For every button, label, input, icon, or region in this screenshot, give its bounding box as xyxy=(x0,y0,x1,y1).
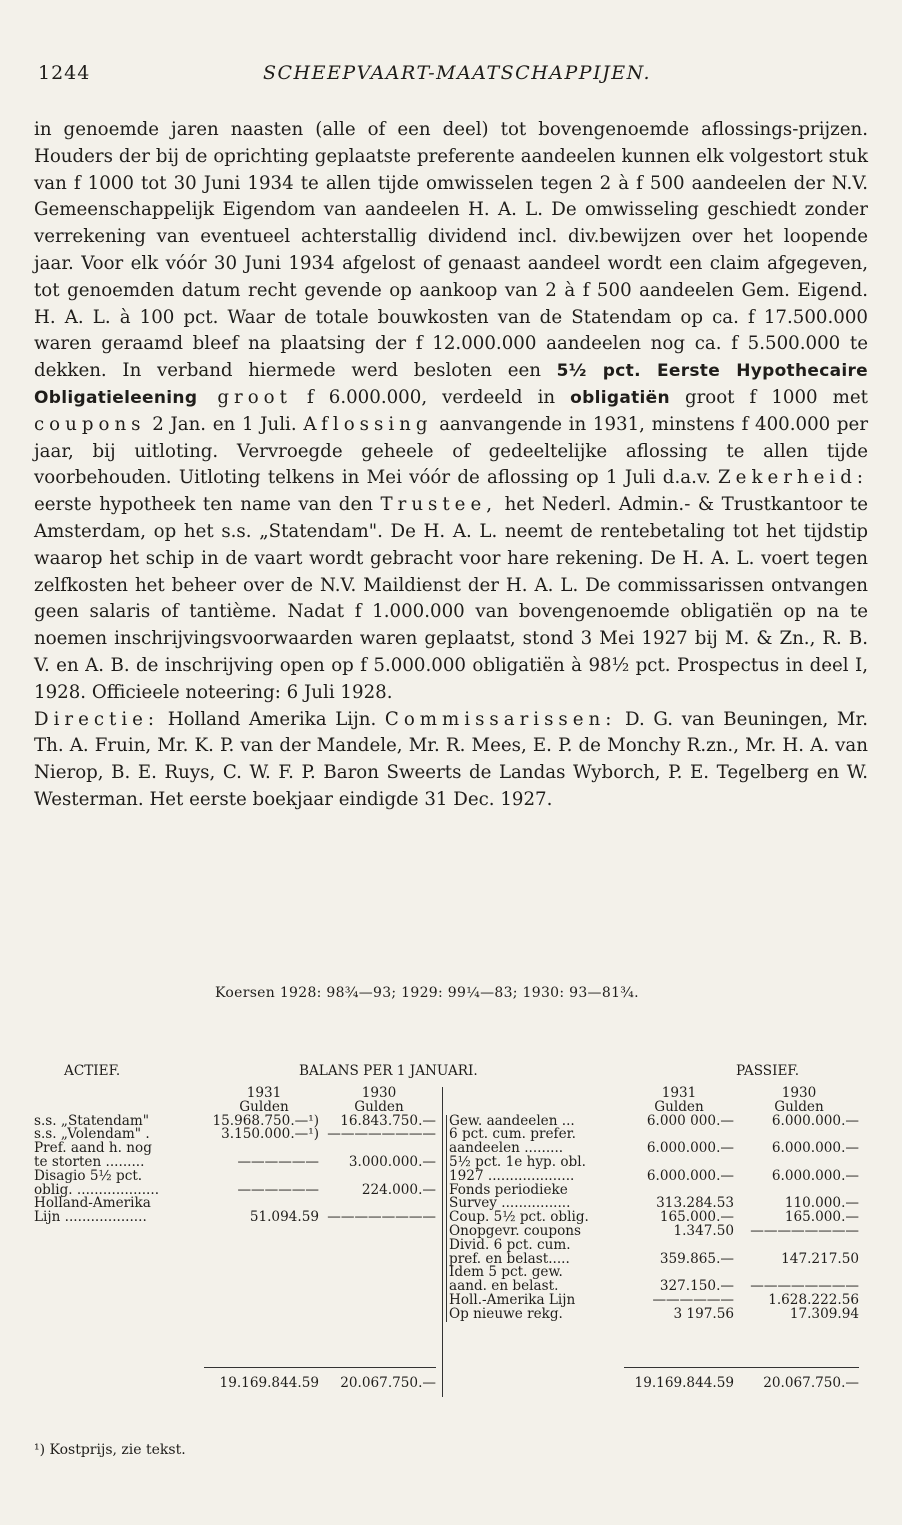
liability-label: 6 pct. cum. prefer. xyxy=(449,1126,576,1143)
liability-label: Divid. 6 pct. cum. xyxy=(449,1236,571,1253)
asset-label: Holland-Amerika xyxy=(34,1195,151,1212)
liability-label: Idem 5 pct. gew. xyxy=(449,1264,563,1281)
divider xyxy=(446,1115,447,1322)
col-unit: Gulden xyxy=(654,1098,704,1115)
liability-value-1931: 313.284.53 xyxy=(656,1195,734,1212)
liability-total-1930: 20.067.750.— xyxy=(763,1375,859,1391)
asset-value-1930: 3.000.000.— xyxy=(348,1154,436,1170)
liability-value-1930: 6.000.000.— xyxy=(771,1140,859,1157)
liability-value-1930: ———————— xyxy=(750,1278,859,1295)
balance-sheet xyxy=(34,1063,868,1407)
asset-label: te storten ......... xyxy=(34,1154,145,1170)
liability-value-1931: 6.000.000.— xyxy=(646,1140,734,1157)
asset-label: s.s. „Statendam" xyxy=(34,1112,150,1129)
liability-value-1931: —————— xyxy=(652,1292,734,1308)
text-run: Commissarissen: xyxy=(384,708,617,730)
running-title: SCHEEPVAART-MAATSCHAPPIJEN. xyxy=(263,62,652,84)
liability-value-1930: 147.217.50 xyxy=(781,1250,859,1267)
text-run: groot xyxy=(197,386,292,408)
text-run: het Nederl. Admin.- & Trustkantoor te Amsterdam, op het s.s. „Statendam". De H. A. L. neemt de rentebetaling tot het tijdstip waarop het schip in de vaart wordt gebracht voor hare rekening. De H. A. L. voert tegen zelfkosten het beheer over de N.V. Maildienst der H. A. L. De commissarissen ontvangen geen salaris of tantième. Nadat f 1.000.000 van bovengenoemde obligatiën op na te noemen inschrijvingsvoorwaarden waren geplaatst, stond 3 Mei 1927 bij M. & Zn., R. B. V. en A. B. de inschrijving open op f 5.000.000 obligatiën à 98½ pct. Prospectus in deel I, 1928. Officieele noteering: 6 Juli 1928. xyxy=(34,494,868,703)
liability-value-1931: 327.150.— xyxy=(659,1278,734,1295)
text-run: coupons xyxy=(34,413,146,435)
liability-value-1931: 1.347.50 xyxy=(673,1223,734,1239)
asset-value-1931: 3.150.000.—¹) xyxy=(221,1126,319,1143)
asset-value-1931: —————— xyxy=(237,1154,319,1170)
asset-total-1930: 20.067.750.— xyxy=(340,1375,436,1391)
asset-value-1930: 16.843.750.— xyxy=(340,1112,436,1129)
text-run: Trustee, xyxy=(380,494,497,516)
asset-total-1931: 19.169.844.59 xyxy=(219,1375,319,1391)
text-run: Directie: xyxy=(34,708,160,730)
col-year: 1931 xyxy=(246,1085,282,1101)
balance-body xyxy=(34,1087,868,1407)
liability-label: Coup. 5½ pct. oblig. xyxy=(449,1209,589,1226)
liability-label: Fonds periodieke xyxy=(449,1181,568,1198)
liability-value-1930: 6.000.000.— xyxy=(771,1112,859,1129)
col-unit: Gulden xyxy=(239,1098,289,1115)
asset-value-1930: ———————— xyxy=(327,1209,436,1226)
text-run: Holland Amerika Lijn. xyxy=(159,708,385,730)
body-text xyxy=(34,117,868,814)
liability-label: aandeelen ......... xyxy=(449,1140,564,1157)
col-year: 1930 xyxy=(781,1085,817,1101)
text-run: f 1000 tot 30 Juni 1934 te allen tijde omwisselen tegen 2 à xyxy=(73,172,637,194)
asset-value-1930: ———————— xyxy=(327,1126,436,1143)
asset-value-1931: —————— xyxy=(237,1181,319,1198)
text-run: 2 Jan. en 1 Juli. xyxy=(145,413,304,435)
balance-header xyxy=(34,1063,868,1087)
asset-label: Disagio 5½ pct. xyxy=(34,1167,143,1184)
liability-label: pref. en belast..... xyxy=(449,1250,570,1267)
share-prices: Koersen 1928: 98¾—93; 1929: 99¼—83; 1930: 93—81¾. xyxy=(215,985,639,1001)
liability-label: Holl.-Amerika Lijn xyxy=(449,1292,576,1308)
liability-label: Op nieuwe rekg. xyxy=(449,1305,563,1322)
footnote: ¹) Kostprijs, zie tekst. xyxy=(34,1442,186,1458)
liability-value-1930: ———————— xyxy=(750,1223,859,1239)
col-year: 1931 xyxy=(661,1085,697,1101)
liability-label: aand. en belast. xyxy=(449,1278,559,1295)
liability-value-1930: 110.000.— xyxy=(784,1195,859,1212)
liability-value-1930: 1.628.222.56 xyxy=(768,1292,859,1308)
liability-label: 1927 .................... xyxy=(449,1167,575,1184)
liability-label: Gew. aandeelen ... xyxy=(449,1112,575,1129)
asset-label: Pref. aand h. nog xyxy=(34,1140,152,1157)
text-run: in genoemde jaren naasten (alle of een deel) tot bovengenoemde aflossings-prijzen. Houders der bij de oprichting geplaatste preferente aandeelen kunnen elk volgestort stuk van xyxy=(34,119,868,194)
text-run: Aflossing xyxy=(303,413,433,435)
liability-value-1931: 359.865.— xyxy=(659,1250,734,1267)
asset-value-1930: 224.000.— xyxy=(361,1181,436,1198)
liability-value-1930: 165.000.— xyxy=(784,1209,859,1226)
text-run: aanvangende in 1931, minstens f 400.000 per jaar, bij uitloting. Vervroegde geheele of gedeeltelijke aflossing te allen tijde voorbehouden. Uitloting telkens in Mei vóór de aflossing op 1 Juli d.a.v. xyxy=(34,413,869,489)
text-run: f 6.000.000, verdeeld in xyxy=(291,386,571,408)
asset-value-1931: 51.094.59 xyxy=(249,1209,319,1226)
paragraph-directors xyxy=(34,707,868,814)
rule xyxy=(624,1367,859,1368)
liability-total-1931: 19.169.844.59 xyxy=(634,1375,734,1391)
text-run: eerste hypotheek ten name van den xyxy=(34,494,381,516)
asset-value-1931: 15.968.750.—¹) xyxy=(212,1112,319,1129)
liability-label: Survey ................ xyxy=(449,1195,571,1212)
text-run: f 500 aandeelen Gem. Eigend. H. A. L. à 100 pct. Waar de totale bouwkosten van de Statendam op ca. f 17.500.000 waren geraamd bleef na plaatsing der f 12.000.000 aandeelen nog ca. f 5.500.000 te dekken. In verband hiermede werd besloten een xyxy=(34,279,869,382)
asset-label: Lijn ................... xyxy=(34,1209,147,1226)
rule xyxy=(204,1367,436,1368)
liability-value-1931: 6.000.000.— xyxy=(646,1167,734,1184)
liability-label: Onopgevr. coupons xyxy=(449,1223,582,1239)
text-run: groot f 1000 met xyxy=(669,386,868,408)
liability-value-1930: 6.000.000.— xyxy=(771,1167,859,1184)
liability-label: 5½ pct. 1e hyp. obl. xyxy=(449,1154,586,1170)
col-unit: Gulden xyxy=(354,1098,404,1115)
text-run: Zekerheid: xyxy=(718,467,868,489)
page-number: 1244 xyxy=(38,62,91,84)
divider xyxy=(442,1087,443,1397)
col-unit: Gulden xyxy=(774,1098,824,1115)
asset-label: s.s. „Volendam" . xyxy=(34,1126,150,1143)
liability-value-1930: 17.309.94 xyxy=(789,1305,859,1322)
liability-value-1931: 3 197.56 xyxy=(673,1305,734,1322)
assets-heading: ACTIEF. xyxy=(64,1063,121,1079)
liabilities-heading: PASSIEF. xyxy=(736,1063,800,1079)
liability-value-1931: 165.000.— xyxy=(659,1209,734,1226)
col-year: 1930 xyxy=(361,1085,397,1101)
asset-label: oblig. ................... xyxy=(34,1181,160,1198)
balance-title: BALANS PER 1 JANUARI. xyxy=(299,1063,478,1079)
text-run: f 500 aandeelen der N.V. Gemeenschappelijk Eigendom van aandeelen H. A. L. De omwisseling geschiedt zonder verrekening van eventueel achterstallig dividend incl. div.bewijzen over het loopende jaar. Voor elk vóór 30 Juni 1934 afgelost of genaast aandeel wordt een claim afgegeven, tot genoemden datum recht gevende op aankoop van 2 à xyxy=(34,172,868,301)
bond-word: obligatiën xyxy=(570,387,670,408)
bond-title: 5½ pct. Eerste Hypothecaire Obligatieleening xyxy=(34,361,868,408)
liability-value-1931: 6.000 000.— xyxy=(646,1112,734,1129)
text-run: D. G. van Beuningen, Mr. Th. A. Fruin, Mr. K. P. van der Mandele, Mr. R. Mees, E. P. de Monchy R.zn., Mr. H. A. van Nierop, B. E. Ruys, C. W. F. P. Baron Sweerts de Landas Wyborch, P. E. Tegelberg en W. Westerman. Het eerste boekjaar eindigde 31 Dec. 1927. xyxy=(34,708,868,810)
page-header xyxy=(38,62,864,90)
paragraph-main xyxy=(34,117,868,707)
